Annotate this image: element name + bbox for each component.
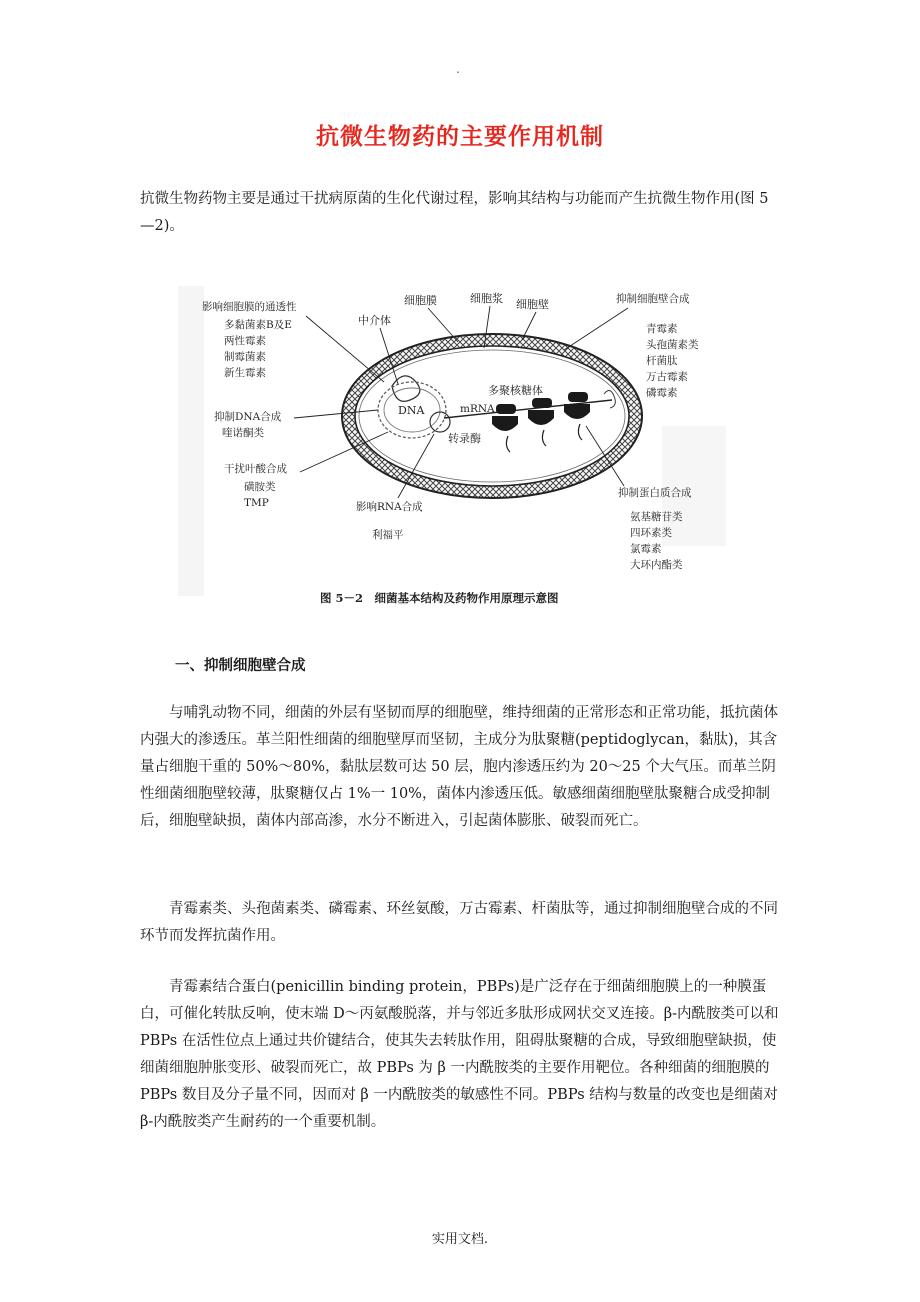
header-mark: . <box>456 62 460 76</box>
cytoplasm-label: 细胞浆 <box>470 292 503 305</box>
body-paragraph: 青霉素类、头孢菌素类、磷霉素、环丝氨酸，万古霉素、杆菌肽等，通过抑制细胞壁合成的不同环节而发挥抗菌作用。 <box>140 901 778 944</box>
cell-wall-title: 抑制细胞壁合成 <box>616 293 690 305</box>
cell-wall-drug: 杆菌肽 <box>646 355 678 367</box>
protein-synthesis-drug: 氯霉素 <box>630 543 662 555</box>
page-footer: 实用文档. <box>431 1232 489 1247</box>
bacteria-diagram <box>172 276 732 621</box>
folate-drug: TMP <box>244 497 269 509</box>
folate-title: 干扰叶酸合成 <box>224 463 287 475</box>
figure-caption: 图 5－2 细菌基本结构及药物作用原理示意图 <box>320 591 559 605</box>
cell-wall-drug: 磷霉素 <box>646 387 678 399</box>
bacteria-structure-figure <box>172 276 732 621</box>
membrane-label: 细胞膜 <box>404 294 437 307</box>
permeability-drug: 制霉菌素 <box>224 351 266 363</box>
permeability-drug: 多黏菌素B及E <box>224 319 292 331</box>
intro-paragraph: 抗微生物药物主要是通过干扰病原菌的生化代谢过程，影响其结构与功能而产生抗微生物作用(图 5—2)。 <box>140 191 769 234</box>
document-title: 抗微生物药的主要作用机制 <box>316 124 604 150</box>
cell-wall-drug: 青霉素 <box>646 323 678 335</box>
dna-synthesis-drug: 喹诺酮类 <box>222 427 264 439</box>
protein-synthesis-drug: 氨基糖苷类 <box>630 511 683 523</box>
permeability-drug: 两性霉素 <box>224 335 266 347</box>
wall-label: 细胞壁 <box>516 298 549 311</box>
rna-synthesis-title: 影响RNA合成 <box>356 501 423 513</box>
dna-label: DNA <box>398 404 425 417</box>
protein-synthesis-title: 抑制蛋白质合成 <box>618 487 692 499</box>
dna-synthesis-title: 抑制DNA合成 <box>214 411 282 423</box>
protein-synthesis-drug: 四环素类 <box>630 527 672 539</box>
permeability-drug: 新生霉素 <box>224 367 266 379</box>
mesosome-label: 中介体 <box>358 314 391 327</box>
transcriptase-label: 转录酶 <box>448 432 481 445</box>
body-paragraph: 青霉素结合蛋白(penicillin binding protein，PBPs)是广泛存在于细菌细胞膜上的一种膜蛋白，可催化转肽反响，使末端 D～丙氨酸脱落，并与邻近多肽形成网状交叉连接。β-内酰胺类可以和 PBPs 在活性位点上通过共价键结合，使其失去转肽作用，阻碍肽聚糖的合成，导致细胞壁缺损，使细菌细胞肿胀变形、破裂而死亡，故 PBPs 为 β 一内酰胺类的主要作用靶位。各种细菌的细胞膜的 PBPs 数目及分子量不同，因而对 β 一内酰胺类的敏感性不同。PBPs 结构与数量的改变也是细菌对 β-内酰胺类产生耐药的一个重要机制。 <box>140 979 779 1130</box>
protein-synthesis-drug: 大环内酯类 <box>630 559 683 571</box>
folate-drug: 磺胺类 <box>244 481 276 493</box>
body-paragraph: 与哺乳动物不同，细菌的外层有坚韧而厚的细胞壁，维持细菌的正常形态和正常功能，抵抗菌体内强大的渗透压。革兰阳性细菌的细胞壁厚而坚韧，主成分为肽聚糖(peptidoglycan，黏肽)，其含量占细胞干重的 50%～80%，黏肽层数可达 50 层，胞内渗透压约为 20～25 个大气压。而革兰阴性细菌细胞壁较薄，肽聚糖仅占 1%一 10%，菌体内渗透压低。敏感细菌细胞壁肽聚糖合成受抑制后，细胞壁缺损，菌体内部高渗，水分不断进入，引起菌体膨胀、破裂而死亡。 <box>140 705 778 829</box>
section-heading: 一、抑制细胞壁合成 <box>175 658 306 674</box>
cell-wall-drug: 万古霉素 <box>646 371 688 383</box>
cell-wall-drug: 头孢菌素类 <box>646 339 699 351</box>
polysome-label: 多聚核糖体 <box>488 384 543 397</box>
permeability-title: 影响细胞膜的通透性 <box>202 301 297 313</box>
mrna-label: mRNA <box>460 403 495 415</box>
rna-synthesis-drug: 利福平 <box>372 529 404 541</box>
